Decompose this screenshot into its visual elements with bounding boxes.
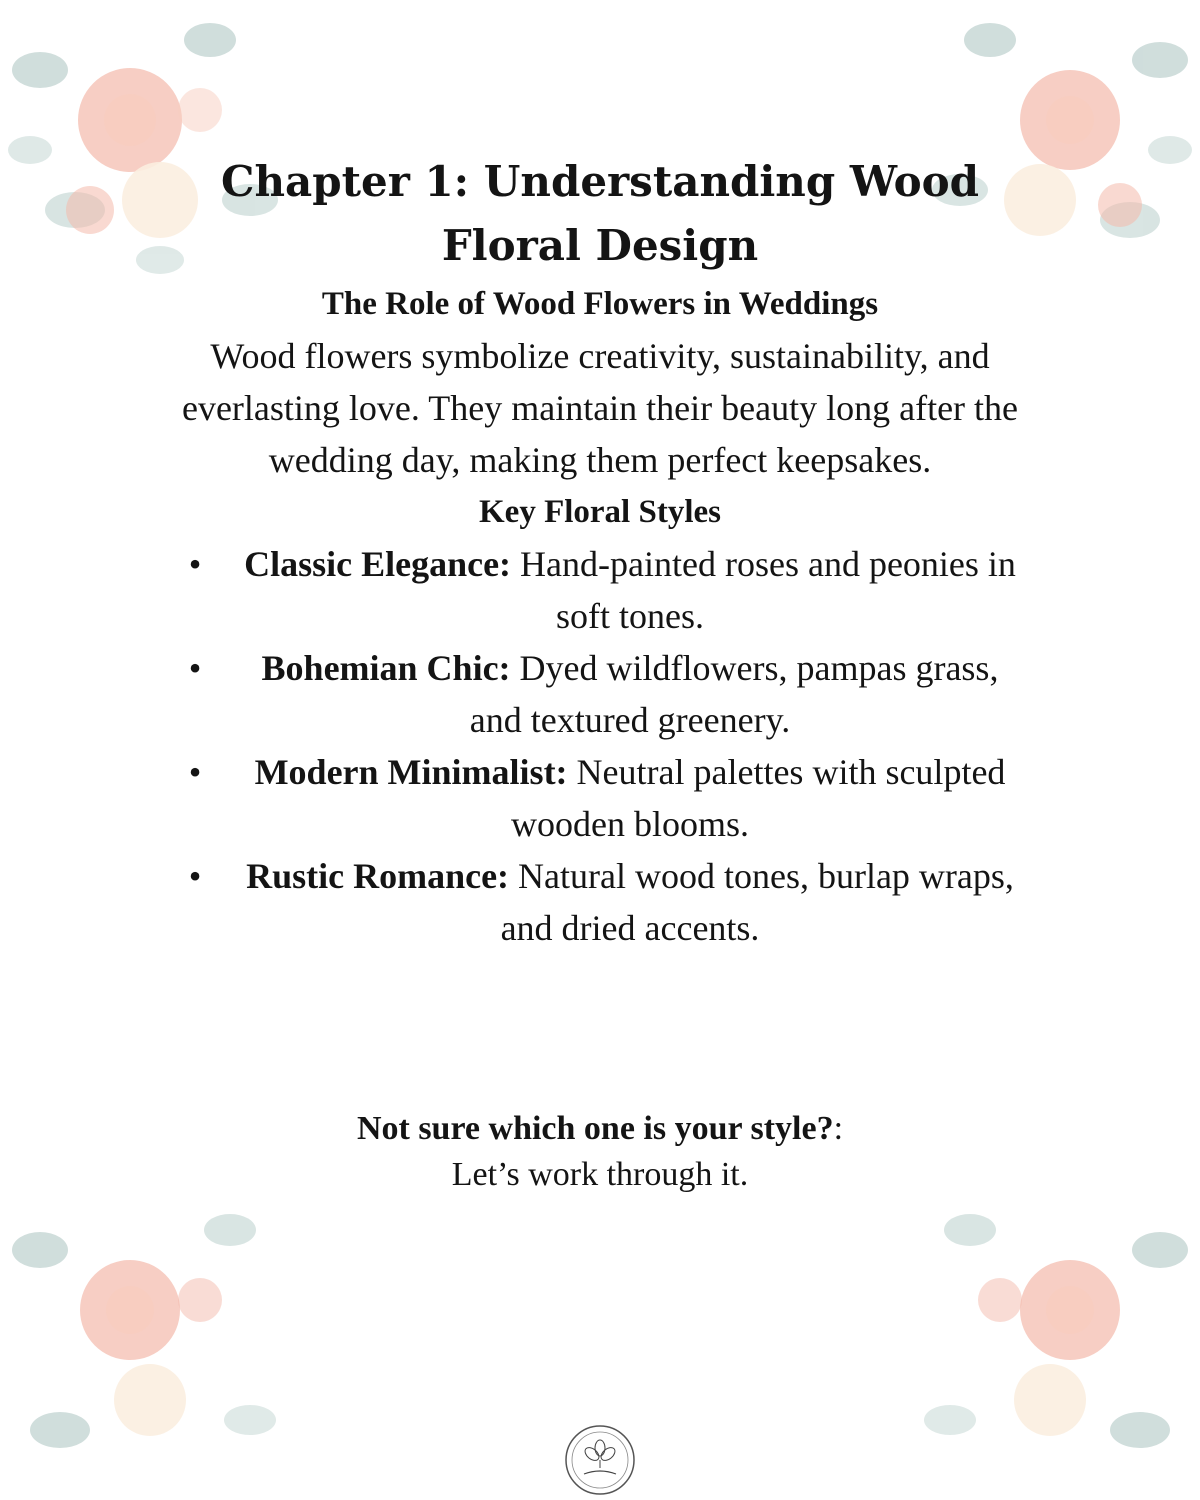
intro-paragraph: Wood flowers symbolize creativity, sustainability, and everlasting love. They maintain their beauty long after the wedding day, making them perfect keepsakes. bbox=[181, 336, 1019, 480]
list-item-description: Neutral palettes with sculpted wooden blooms. bbox=[511, 752, 1006, 844]
list-item-label: Modern Minimalist: bbox=[254, 752, 568, 792]
style-callout bbox=[0, 1106, 1200, 1198]
list-item-description: Natural wood tones, burlap wraps, and dried accents. bbox=[500, 856, 1014, 948]
callout-question: Not sure which one is your style? bbox=[356, 1110, 834, 1147]
list-item-label: Rustic Romance: bbox=[246, 856, 510, 896]
bullet: • bbox=[188, 856, 202, 896]
chapter-content bbox=[0, 150, 1200, 954]
chapter-title: Chapter 1: Understanding Wood Floral Design bbox=[221, 157, 979, 270]
list-item-description: Hand-painted roses and peonies in soft tones. bbox=[520, 544, 1016, 636]
callout-colon: : bbox=[833, 1110, 844, 1147]
floral-corner-bottom-right bbox=[870, 1170, 1200, 1500]
floral-bouquet-icon bbox=[870, 1170, 1200, 1500]
callout-question-line bbox=[0, 1106, 1200, 1152]
floral-corner-bottom-left bbox=[0, 1170, 330, 1500]
list-item bbox=[0, 642, 1200, 746]
list-item-text bbox=[240, 746, 1020, 850]
list-item-label: Bohemian Chic: bbox=[261, 648, 511, 688]
brand-logo bbox=[564, 1424, 636, 1496]
floral-bouquet-icon bbox=[0, 1170, 330, 1500]
section-heading: The Role of Wood Flowers in Weddings bbox=[321, 286, 879, 322]
list-item bbox=[0, 538, 1200, 642]
callout-answer: Let’s work through it. bbox=[451, 1156, 749, 1193]
styles-heading: Key Floral Styles bbox=[479, 494, 721, 530]
flower-logo-icon bbox=[564, 1424, 636, 1496]
styles-list bbox=[0, 538, 1200, 954]
bullet: • bbox=[188, 752, 202, 792]
list-item bbox=[0, 746, 1200, 850]
bullet: • bbox=[188, 648, 202, 688]
list-item-text bbox=[240, 538, 1020, 642]
list-item-description: Dyed wildflowers, pampas grass, and textured greenery. bbox=[469, 648, 999, 740]
list-item-label: Classic Elegance: bbox=[244, 544, 512, 584]
list-item bbox=[0, 850, 1200, 954]
list-item-text bbox=[240, 850, 1020, 954]
list-item-text bbox=[240, 642, 1020, 746]
bullet: • bbox=[188, 544, 202, 584]
